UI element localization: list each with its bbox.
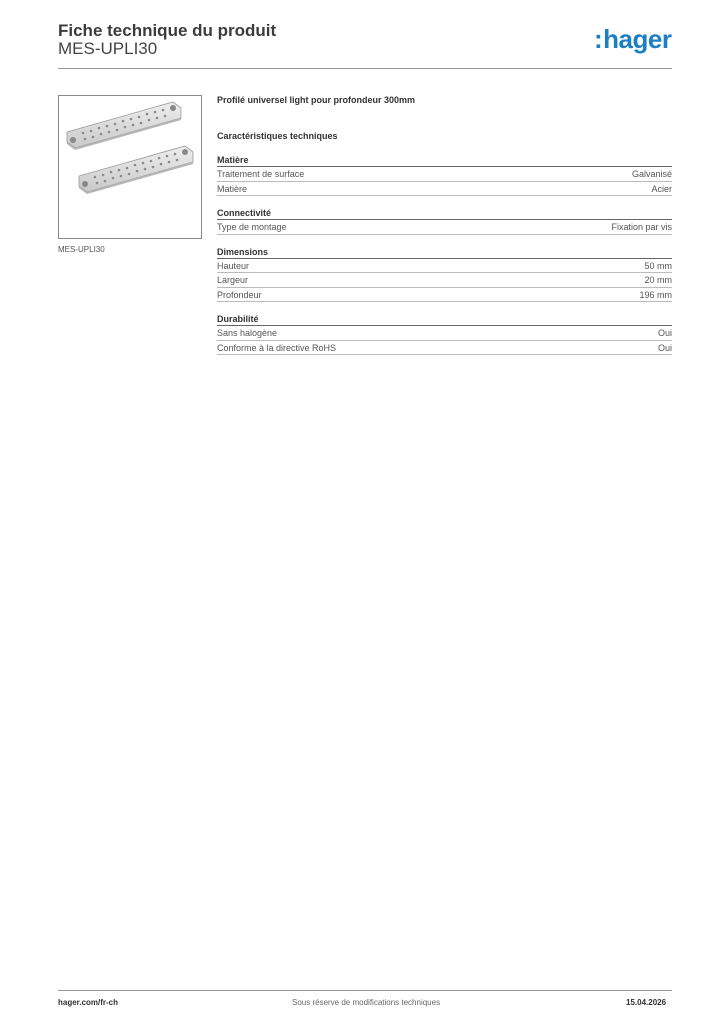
spec-group-dimensions: [217, 247, 672, 303]
spec-row: [217, 182, 672, 197]
spec-row: [217, 220, 672, 235]
spec-label: Profondeur: [217, 289, 262, 300]
header-divider: [58, 68, 672, 69]
spec-label: Sans halogène: [217, 328, 278, 338]
spec-group-title: Dimensions: [217, 247, 672, 259]
specifications-panel: [217, 95, 672, 355]
spec-value: Galvanisé: [631, 169, 672, 179]
spec-row: [217, 167, 672, 182]
footer-date: 15.04.2026: [626, 998, 667, 1007]
spec-row: [217, 326, 672, 341]
logo-text: hager: [603, 24, 672, 54]
spec-label: Largeur: [217, 275, 249, 285]
footer-disclaimer: Sous réserve de modifications techniques: [292, 998, 441, 1007]
product-image: [58, 95, 202, 239]
spec-label: Traitement de surface: [217, 169, 305, 179]
spec-group-title: Matière: [217, 155, 672, 167]
spec-row: [217, 341, 672, 356]
spec-value: Fixation par vis: [611, 222, 672, 232]
spec-value: Acier: [651, 183, 672, 194]
spec-row: [217, 259, 672, 274]
spec-group-material: [217, 155, 672, 196]
footer-divider: [58, 990, 672, 991]
spec-group-title: Durabilité: [217, 314, 672, 326]
hager-logo: :hager: [594, 24, 672, 54]
product-reference: MES-UPLI30: [58, 39, 158, 58]
spec-group-connectivity: [217, 208, 672, 235]
spec-label: Type de montage: [217, 222, 287, 232]
spec-value: Oui: [657, 328, 672, 338]
spec-label: Conforme à la directive RoHS: [217, 342, 337, 353]
spec-label: Matière: [217, 183, 248, 194]
spec-group-title: Connectivité: [217, 208, 672, 220]
page-title: Fiche technique du produit: [58, 21, 277, 40]
specifications-heading: Caractéristiques techniques: [217, 131, 338, 141]
footer-website-link[interactable]: hager.com/fr-ch: [58, 998, 119, 1007]
product-description: Profilé universel light pour profondeur 300mm: [217, 95, 416, 105]
spec-group-durability: [217, 314, 672, 355]
spec-label: Hauteur: [217, 260, 250, 271]
profile-rails-illustration: [59, 96, 201, 238]
spec-row: [217, 288, 672, 303]
spec-value: 20 mm: [644, 275, 672, 285]
image-caption: MES-UPLI30: [58, 245, 105, 254]
spec-value: Oui: [657, 342, 672, 353]
spec-row: [217, 273, 672, 288]
spec-value: 50 mm: [644, 260, 672, 271]
spec-value: 196 mm: [639, 289, 672, 300]
